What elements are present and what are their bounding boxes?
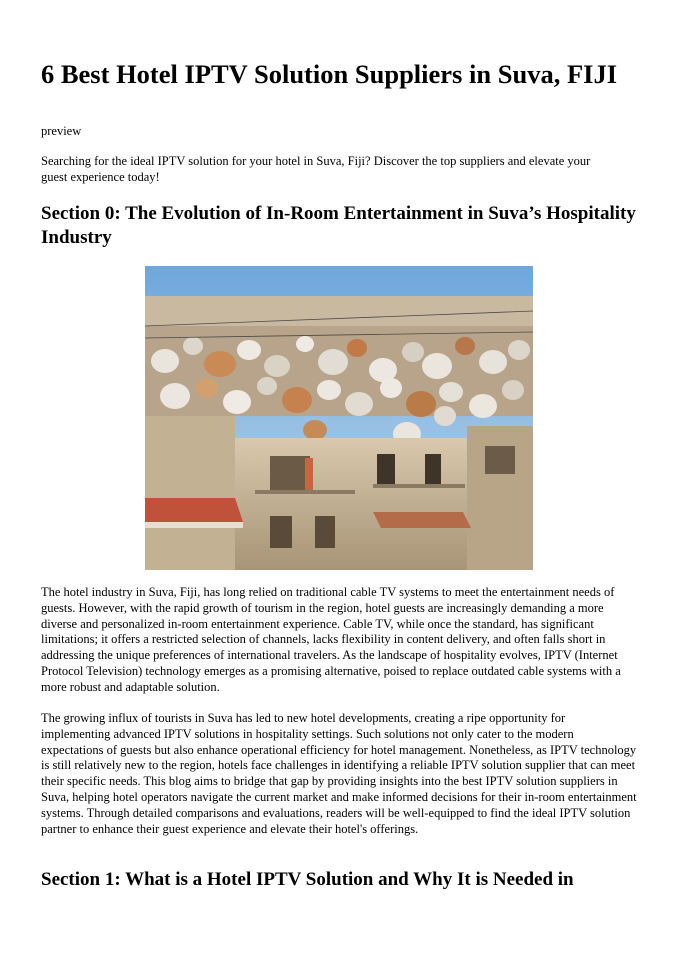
section-0-paragraph-2: The growing influx of tourists in Suva has led to new hotel developments, creating a ripe opportunity for implementing advanced IPTV solutions in hospitality settings. Such solutions not only cater to the modern expectations of guests but also enhance operational efficiency for hotel management. Nonetheless, as IPTV technology is still relatively new to the region, hotels face challenges in identifying a reliable IPTV solution supplier that can meet their specific needs. This blog aims to bridge that gap by providing insights into the best IPTV solution suppliers in Suva, helping hotel operators navigate the current market and make informed decisions for their in-room entertainment systems. Through detailed comparisons and evaluations, readers will be well-equipped to find the ideal IPTV solution partner to enhance their guest experience and elevate their hotel's offerings. <box>41 711 637 836</box>
preview-label: preview <box>41 124 82 138</box>
rooftop-satellite-dishes-photo <box>145 266 533 570</box>
section-0-paragraph-1: The hotel industry in Suva, Fiji, has long relied on traditional cable TV systems to meet the entertainment needs of guests. However, with the rapid growth of tourism in the region, hotel guests are increasingly demanding a more diverse and personalized in-room entertainment experience. Cable TV, while once the standard, has significant limitations; it offers a restricted selection of channels, lacks flexibility in content delivery, and often falls short in addressing the unique preferences of international travelers. As the landscape of hospitality evolves, IPTV (Internet Protocol Television) technology emerges as a promising alternative, poised to replace outdated cable systems with a more robust and adaptable solution. <box>41 585 621 694</box>
page-title: 6 Best Hotel IPTV Solution Suppliers in Suva, FIJI <box>41 59 618 89</box>
section-0-heading: Section 0: The Evolution of In-Room Entertainment in Suva’s Hospitality Industry <box>41 203 636 248</box>
intro-paragraph: Searching for the ideal IPTV solution for your hotel in Suva, Fiji? Discover the top suppliers and elevate your guest experience today! <box>41 154 591 184</box>
section-1-heading: Section 1: What is a Hotel IPTV Solution and Why It is Needed in <box>41 869 574 890</box>
